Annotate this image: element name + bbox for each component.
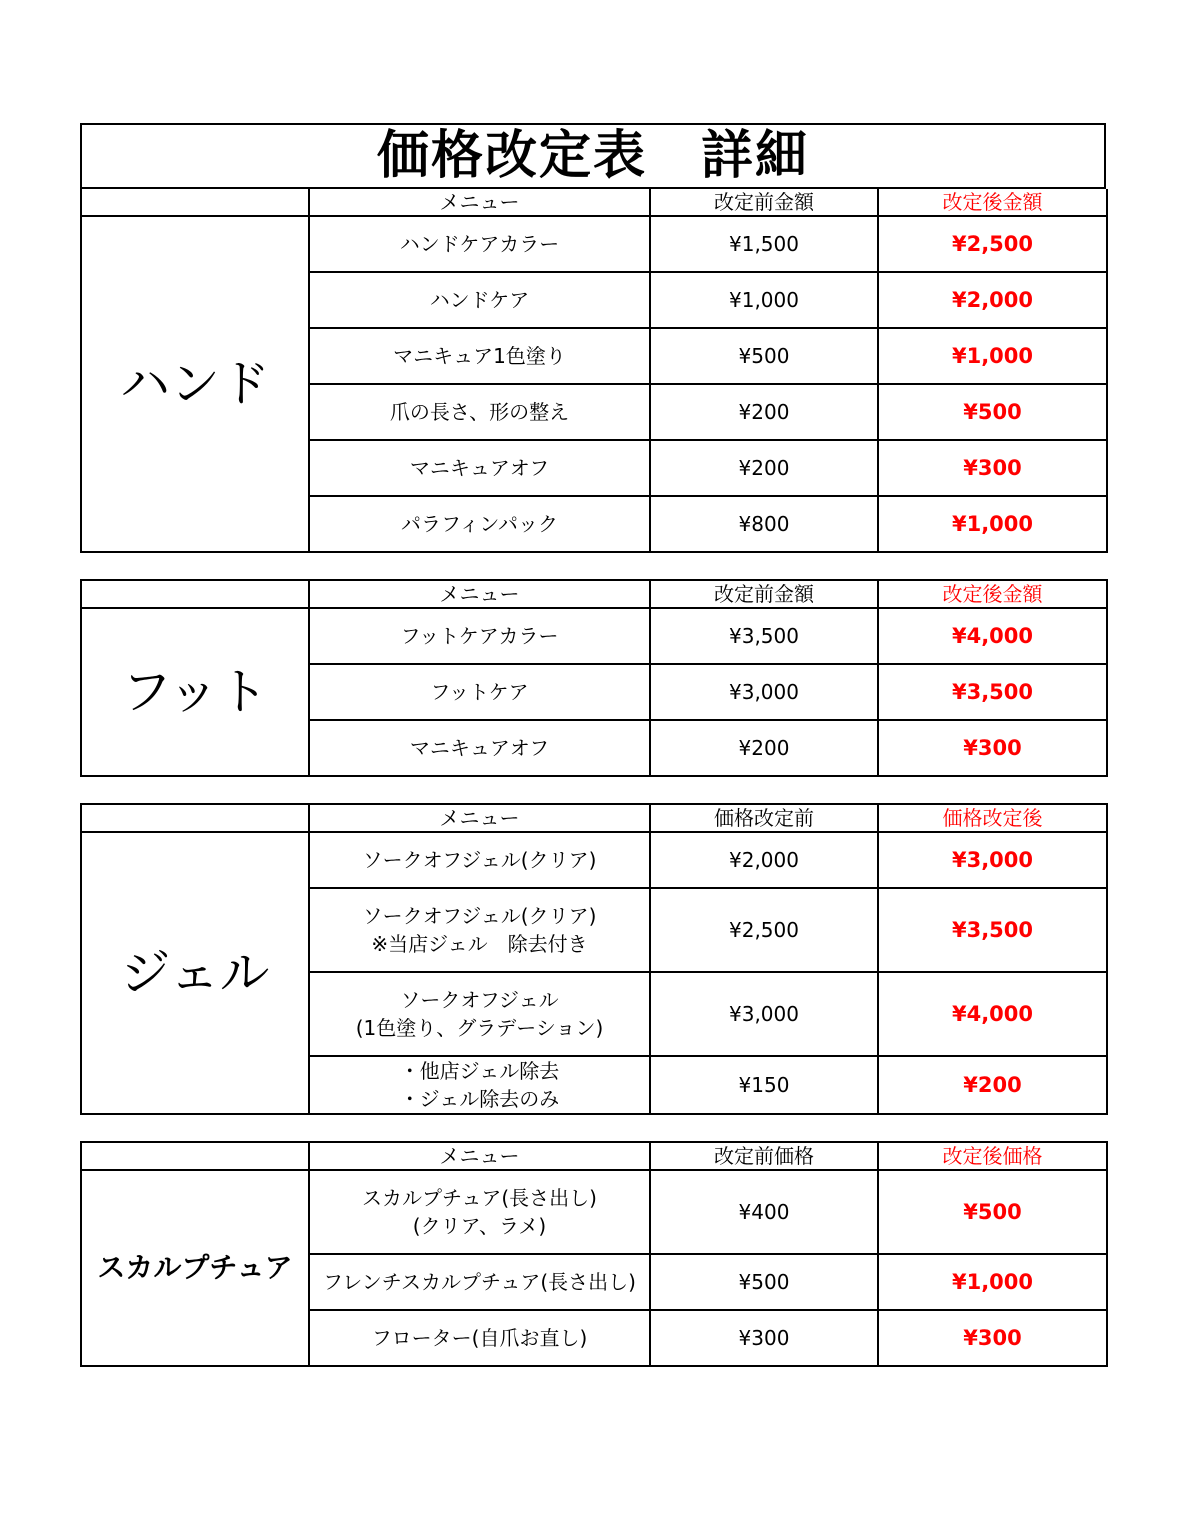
header-menu: メニュー bbox=[309, 1142, 650, 1170]
old-price: ¥200 bbox=[650, 720, 878, 776]
old-price: ¥800 bbox=[650, 496, 878, 552]
header-row bbox=[81, 1142, 1107, 1170]
new-price: ¥1,000 bbox=[878, 1254, 1107, 1310]
section-foot bbox=[80, 579, 1106, 777]
price-table-hand bbox=[80, 189, 1108, 553]
old-price: ¥150 bbox=[650, 1056, 878, 1114]
header-menu: メニュー bbox=[309, 189, 650, 216]
price-revision-sheet bbox=[80, 123, 1106, 1367]
category-label: スカルプチュア bbox=[81, 1170, 309, 1366]
category-label: ジェル bbox=[81, 832, 309, 1114]
header-new-price: 改定後金額 bbox=[878, 189, 1107, 216]
category-label: ハンド bbox=[81, 216, 309, 552]
new-price: ¥3,500 bbox=[878, 664, 1107, 720]
new-price: ¥1,000 bbox=[878, 496, 1107, 552]
header-blank bbox=[81, 189, 309, 216]
old-price: ¥500 bbox=[650, 1254, 878, 1310]
old-price: ¥300 bbox=[650, 1310, 878, 1366]
new-price: ¥500 bbox=[878, 384, 1107, 440]
menu-item: 爪の長さ、形の整え bbox=[309, 384, 650, 440]
price-table-foot bbox=[80, 579, 1108, 777]
old-price: ¥1,500 bbox=[650, 216, 878, 272]
section-gel bbox=[80, 803, 1106, 1115]
old-price: ¥2,500 bbox=[650, 888, 878, 972]
header-new-price: 改定後価格 bbox=[878, 1142, 1107, 1170]
page-title: 価格改定表 詳細 bbox=[81, 124, 1105, 188]
menu-item: ・他店ジェル除去 ・ジェル除去のみ bbox=[309, 1056, 650, 1114]
new-price: ¥4,000 bbox=[878, 972, 1107, 1056]
section-sculpture bbox=[80, 1141, 1106, 1367]
old-price: ¥500 bbox=[650, 328, 878, 384]
menu-item: マニキュアオフ bbox=[309, 720, 650, 776]
old-price: ¥3,000 bbox=[650, 972, 878, 1056]
header-blank bbox=[81, 1142, 309, 1170]
menu-item: フットケアカラー bbox=[309, 608, 650, 664]
new-price: ¥500 bbox=[878, 1170, 1107, 1254]
table-row bbox=[81, 216, 1107, 272]
menu-item: ソークオフジェル(クリア) bbox=[309, 832, 650, 888]
menu-item: ソークオフジェル(クリア) ※当店ジェル 除去付き bbox=[309, 888, 650, 972]
section-hand bbox=[80, 189, 1106, 553]
old-price: ¥2,000 bbox=[650, 832, 878, 888]
menu-item: フローター(自爪お直し) bbox=[309, 1310, 650, 1366]
header-row bbox=[81, 804, 1107, 832]
menu-item: ハンドケアカラー bbox=[309, 216, 650, 272]
header-old-price: 改定前金額 bbox=[650, 580, 878, 608]
old-price: ¥3,500 bbox=[650, 608, 878, 664]
old-price: ¥400 bbox=[650, 1170, 878, 1254]
new-price: ¥300 bbox=[878, 1310, 1107, 1366]
new-price: ¥3,500 bbox=[878, 888, 1107, 972]
menu-item: スカルプチュア(長さ出し) (クリア、ラメ) bbox=[309, 1170, 650, 1254]
menu-item: マニキュアオフ bbox=[309, 440, 650, 496]
price-table-sculpture bbox=[80, 1141, 1108, 1367]
table-row bbox=[81, 1170, 1107, 1254]
header-old-price: 改定前価格 bbox=[650, 1142, 878, 1170]
header-new-price: 価格改定後 bbox=[878, 804, 1107, 832]
header-blank bbox=[81, 804, 309, 832]
header-row bbox=[81, 189, 1107, 216]
old-price: ¥200 bbox=[650, 384, 878, 440]
new-price: ¥3,000 bbox=[878, 832, 1107, 888]
old-price: ¥3,000 bbox=[650, 664, 878, 720]
menu-item: マニキュア1色塗り bbox=[309, 328, 650, 384]
header-old-price: 価格改定前 bbox=[650, 804, 878, 832]
new-price: ¥4,000 bbox=[878, 608, 1107, 664]
menu-item: フレンチスカルプチュア(長さ出し) bbox=[309, 1254, 650, 1310]
new-price: ¥1,000 bbox=[878, 328, 1107, 384]
header-menu: メニュー bbox=[309, 804, 650, 832]
title-table bbox=[80, 123, 1106, 189]
header-menu: メニュー bbox=[309, 580, 650, 608]
table-row bbox=[81, 608, 1107, 664]
price-table-gel bbox=[80, 803, 1108, 1115]
header-row bbox=[81, 580, 1107, 608]
category-label: フット bbox=[81, 608, 309, 776]
header-old-price: 改定前金額 bbox=[650, 189, 878, 216]
old-price: ¥1,000 bbox=[650, 272, 878, 328]
old-price: ¥200 bbox=[650, 440, 878, 496]
new-price: ¥2,000 bbox=[878, 272, 1107, 328]
table-row bbox=[81, 832, 1107, 888]
menu-item: ハンドケア bbox=[309, 272, 650, 328]
menu-item: フットケア bbox=[309, 664, 650, 720]
menu-item: ソークオフジェル (1色塗り、グラデーション) bbox=[309, 972, 650, 1056]
new-price: ¥2,500 bbox=[878, 216, 1107, 272]
new-price: ¥300 bbox=[878, 720, 1107, 776]
header-blank bbox=[81, 580, 309, 608]
new-price: ¥300 bbox=[878, 440, 1107, 496]
header-new-price: 改定後金額 bbox=[878, 580, 1107, 608]
menu-item: パラフィンパック bbox=[309, 496, 650, 552]
new-price: ¥200 bbox=[878, 1056, 1107, 1114]
